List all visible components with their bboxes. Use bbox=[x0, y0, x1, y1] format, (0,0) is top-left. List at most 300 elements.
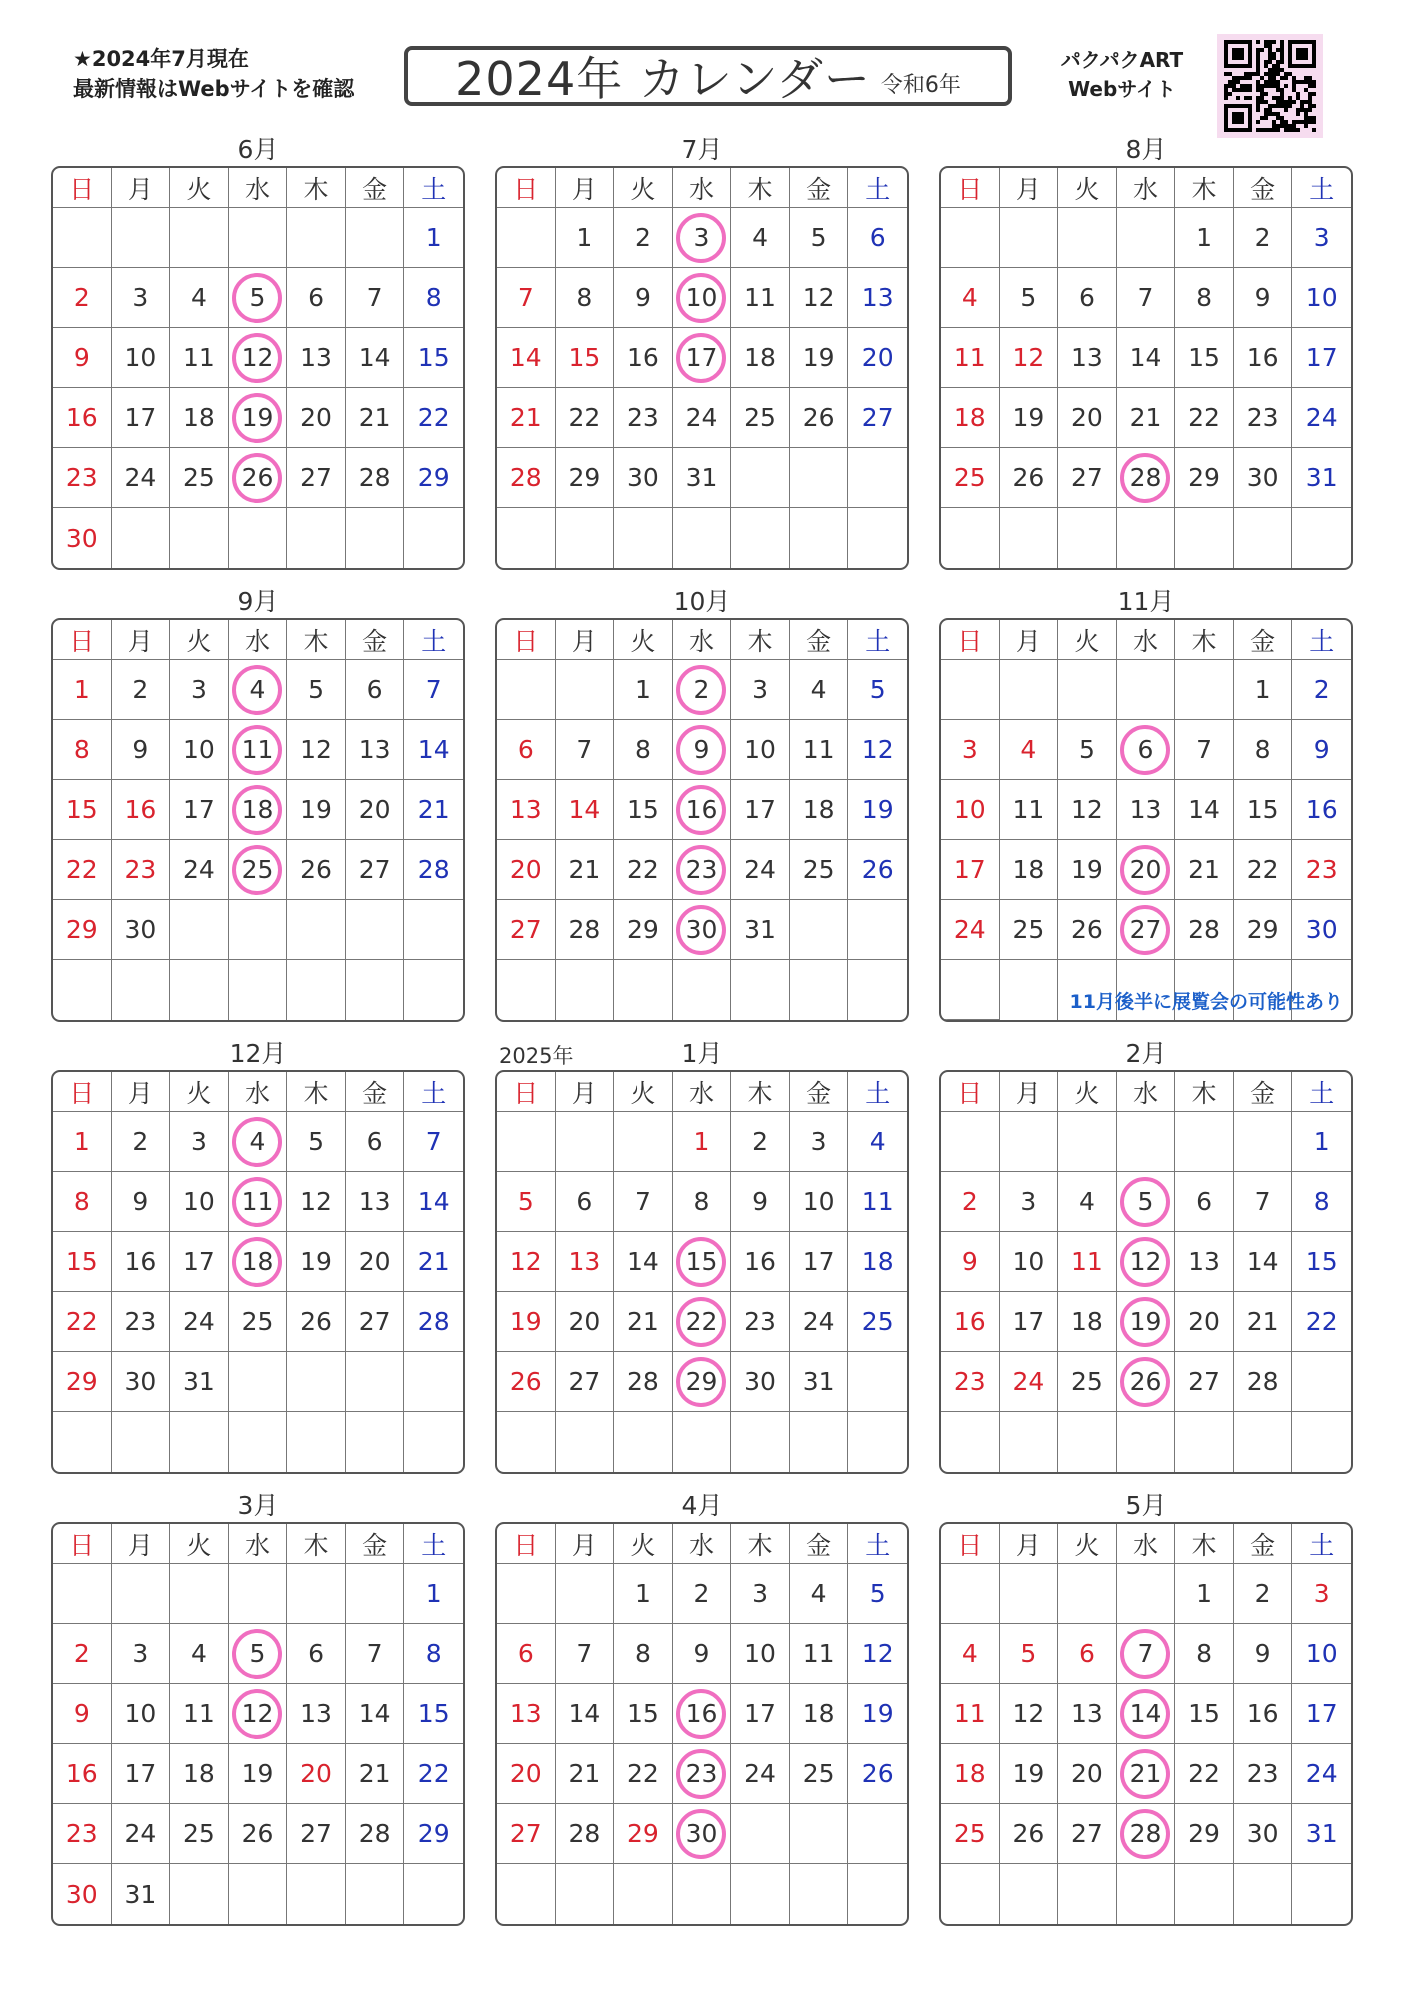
day-cell: 27 bbox=[287, 448, 346, 508]
empty-cell bbox=[1000, 1864, 1059, 1924]
day-cell: 6 bbox=[287, 268, 346, 328]
weekday-header: 月 bbox=[556, 620, 615, 660]
empty-cell bbox=[1175, 660, 1234, 720]
day-cell: 14 bbox=[556, 1684, 615, 1744]
empty-cell bbox=[848, 448, 907, 508]
weekday-header: 月 bbox=[1000, 1072, 1059, 1112]
day-cell: 17 bbox=[1292, 328, 1351, 388]
day-cell: 30 bbox=[112, 900, 171, 960]
day-cell: 29 bbox=[1175, 1804, 1234, 1864]
day-cell: 1 bbox=[1234, 660, 1293, 720]
day-cell: 1 bbox=[556, 208, 615, 268]
day-cell: 12 bbox=[848, 1624, 907, 1684]
day-cell: 28 bbox=[556, 1804, 615, 1864]
empty-cell bbox=[112, 960, 171, 1020]
empty-cell bbox=[790, 508, 849, 568]
day-cell: 25 bbox=[790, 840, 849, 900]
day-cell: 8 bbox=[614, 1624, 673, 1684]
day-cell: 7 bbox=[614, 1172, 673, 1232]
day-cell: 2 bbox=[112, 1112, 171, 1172]
weekday-header: 木 bbox=[731, 1072, 790, 1112]
empty-cell bbox=[229, 1412, 288, 1472]
day-cell: 17 bbox=[1000, 1292, 1059, 1352]
day-cell: 27 bbox=[346, 840, 405, 900]
month-title: 11月 bbox=[1117, 587, 1175, 616]
weekday-header: 日 bbox=[941, 1072, 1000, 1112]
day-cell: 31 bbox=[112, 1864, 171, 1924]
empty-cell bbox=[848, 900, 907, 960]
day-cell: 10 bbox=[941, 780, 1000, 840]
weekday-header: 水 bbox=[673, 1524, 732, 1564]
day-cell: 16 bbox=[53, 1744, 112, 1804]
weekday-header: 火 bbox=[1058, 168, 1117, 208]
day-cell: 16 bbox=[731, 1232, 790, 1292]
weekday-header: 月 bbox=[112, 620, 171, 660]
day-cell: 27 bbox=[1058, 1804, 1117, 1864]
day-cell: 10 bbox=[731, 1624, 790, 1684]
weekday-header: 土 bbox=[404, 168, 463, 208]
month-title: 6月 bbox=[237, 135, 279, 164]
day-cell: 8 bbox=[404, 268, 463, 328]
day-cell: 5 bbox=[287, 660, 346, 720]
day-cell: 26 bbox=[287, 1292, 346, 1352]
empty-cell bbox=[170, 1564, 229, 1624]
empty-cell bbox=[497, 1112, 556, 1172]
empty-cell bbox=[404, 1352, 463, 1412]
weekday-header: 木 bbox=[731, 1524, 790, 1564]
empty-cell bbox=[941, 1112, 1000, 1172]
day-cell-marked: 25 bbox=[229, 840, 288, 900]
day-cell: 13 bbox=[1058, 328, 1117, 388]
empty-cell bbox=[673, 960, 732, 1020]
weekday-header: 金 bbox=[1234, 1072, 1293, 1112]
empty-cell bbox=[1234, 1412, 1293, 1472]
day-cell: 19 bbox=[1000, 1744, 1059, 1804]
empty-cell bbox=[346, 508, 405, 568]
day-cell: 3 bbox=[731, 660, 790, 720]
weekday-header: 日 bbox=[941, 620, 1000, 660]
weekday-header: 月 bbox=[112, 168, 171, 208]
weekday-header: 水 bbox=[1117, 1072, 1176, 1112]
empty-cell bbox=[346, 960, 405, 1020]
day-cell: 6 bbox=[497, 1624, 556, 1684]
empty-cell bbox=[170, 1412, 229, 1472]
day-cell: 31 bbox=[790, 1352, 849, 1412]
day-cell: 13 bbox=[1175, 1232, 1234, 1292]
empty-cell bbox=[848, 1352, 907, 1412]
weekday-header: 日 bbox=[941, 1524, 1000, 1564]
day-cell: 1 bbox=[53, 660, 112, 720]
weekday-header: 水 bbox=[1117, 1524, 1176, 1564]
day-cell: 23 bbox=[53, 448, 112, 508]
empty-cell bbox=[287, 1864, 346, 1924]
month-grid bbox=[495, 618, 909, 1022]
empty-cell bbox=[731, 1412, 790, 1472]
day-cell-marked: 19 bbox=[1117, 1292, 1176, 1352]
empty-cell bbox=[1292, 1412, 1351, 1472]
day-cell: 13 bbox=[287, 328, 346, 388]
month-title: 5月 bbox=[1125, 1491, 1167, 1520]
day-cell: 20 bbox=[1058, 388, 1117, 448]
empty-cell bbox=[556, 1564, 615, 1624]
weekday-header: 水 bbox=[229, 1524, 288, 1564]
weekday-header: 月 bbox=[1000, 1524, 1059, 1564]
day-cell-marked: 5 bbox=[229, 1624, 288, 1684]
weekday-header: 土 bbox=[1292, 620, 1351, 660]
empty-cell bbox=[1175, 508, 1234, 568]
day-cell: 27 bbox=[1058, 448, 1117, 508]
day-cell: 20 bbox=[1175, 1292, 1234, 1352]
empty-cell bbox=[170, 1864, 229, 1924]
day-cell: 7 bbox=[1234, 1172, 1293, 1232]
empty-cell bbox=[112, 508, 171, 568]
empty-cell bbox=[1292, 1352, 1351, 1412]
day-cell: 10 bbox=[1000, 1232, 1059, 1292]
day-cell: 30 bbox=[1234, 1804, 1293, 1864]
day-cell: 13 bbox=[497, 780, 556, 840]
month-calendar bbox=[939, 580, 1353, 1022]
weekday-header: 月 bbox=[112, 1524, 171, 1564]
day-cell: 11 bbox=[941, 328, 1000, 388]
day-cell: 30 bbox=[53, 508, 112, 568]
day-cell: 17 bbox=[1292, 1684, 1351, 1744]
day-cell: 20 bbox=[497, 840, 556, 900]
day-cell: 9 bbox=[941, 1232, 1000, 1292]
day-cell: 12 bbox=[848, 720, 907, 780]
empty-cell bbox=[790, 900, 849, 960]
day-cell: 31 bbox=[673, 448, 732, 508]
day-cell: 1 bbox=[1175, 1564, 1234, 1624]
empty-cell bbox=[673, 1864, 732, 1924]
month-calendar bbox=[495, 128, 909, 570]
weekday-header: 木 bbox=[1175, 1524, 1234, 1564]
day-cell: 28 bbox=[346, 1804, 405, 1864]
day-cell: 18 bbox=[848, 1232, 907, 1292]
day-cell: 22 bbox=[404, 1744, 463, 1804]
day-cell: 21 bbox=[1234, 1292, 1293, 1352]
weekday-header: 日 bbox=[497, 1524, 556, 1564]
empty-cell bbox=[1000, 660, 1059, 720]
month-grid bbox=[51, 618, 465, 1022]
day-cell: 22 bbox=[614, 840, 673, 900]
day-cell: 9 bbox=[1234, 268, 1293, 328]
weekday-header: 水 bbox=[673, 620, 732, 660]
day-cell: 22 bbox=[1175, 388, 1234, 448]
update-notice bbox=[73, 44, 354, 104]
empty-cell bbox=[556, 508, 615, 568]
empty-cell bbox=[1000, 508, 1059, 568]
day-cell: 17 bbox=[112, 388, 171, 448]
day-cell: 14 bbox=[1117, 328, 1176, 388]
page-title: 2024年 カレンダー bbox=[455, 52, 871, 106]
day-cell: 31 bbox=[1292, 1804, 1351, 1864]
day-cell: 15 bbox=[614, 780, 673, 840]
day-cell: 15 bbox=[1292, 1232, 1351, 1292]
day-cell: 19 bbox=[497, 1292, 556, 1352]
day-cell: 5 bbox=[848, 660, 907, 720]
day-cell: 16 bbox=[1292, 780, 1351, 840]
day-cell: 20 bbox=[287, 388, 346, 448]
day-cell: 28 bbox=[346, 448, 405, 508]
empty-cell bbox=[497, 660, 556, 720]
empty-cell bbox=[287, 1352, 346, 1412]
day-cell: 18 bbox=[941, 1744, 1000, 1804]
day-cell: 18 bbox=[731, 328, 790, 388]
day-cell: 13 bbox=[346, 720, 405, 780]
day-cell: 31 bbox=[731, 900, 790, 960]
day-cell: 22 bbox=[1234, 840, 1293, 900]
empty-cell bbox=[941, 1564, 1000, 1624]
day-cell: 21 bbox=[1117, 388, 1176, 448]
day-cell: 5 bbox=[848, 1564, 907, 1624]
day-cell: 19 bbox=[1058, 840, 1117, 900]
month-calendar bbox=[51, 580, 465, 1022]
day-cell: 29 bbox=[404, 1804, 463, 1864]
day-cell: 29 bbox=[53, 900, 112, 960]
empty-cell bbox=[614, 960, 673, 1020]
day-cell: 5 bbox=[1000, 1624, 1059, 1684]
day-cell: 27 bbox=[497, 900, 556, 960]
day-cell: 2 bbox=[1234, 1564, 1293, 1624]
day-cell: 23 bbox=[614, 388, 673, 448]
day-cell: 2 bbox=[673, 1564, 732, 1624]
month-grid bbox=[939, 166, 1353, 570]
day-cell: 15 bbox=[614, 1684, 673, 1744]
day-cell: 6 bbox=[346, 660, 405, 720]
day-cell: 4 bbox=[790, 660, 849, 720]
day-cell: 26 bbox=[1000, 448, 1059, 508]
day-cell: 23 bbox=[1234, 388, 1293, 448]
empty-cell bbox=[112, 1564, 171, 1624]
day-cell: 2 bbox=[53, 1624, 112, 1684]
empty-cell bbox=[112, 208, 171, 268]
day-cell: 19 bbox=[287, 1232, 346, 1292]
day-cell-marked: 3 bbox=[673, 208, 732, 268]
site-name: パクパクART bbox=[1060, 48, 1184, 72]
month-title: 9月 bbox=[237, 587, 279, 616]
empty-cell bbox=[941, 1864, 1000, 1924]
day-cell: 11 bbox=[1000, 780, 1059, 840]
month-calendar bbox=[495, 580, 909, 1022]
empty-cell bbox=[731, 1864, 790, 1924]
day-cell-marked: 17 bbox=[673, 328, 732, 388]
empty-cell bbox=[170, 960, 229, 1020]
empty-cell bbox=[229, 508, 288, 568]
day-cell: 25 bbox=[1058, 1352, 1117, 1412]
empty-cell bbox=[1058, 660, 1117, 720]
empty-cell bbox=[1058, 1412, 1117, 1472]
day-cell: 30 bbox=[112, 1352, 171, 1412]
day-cell-marked: 18 bbox=[229, 780, 288, 840]
day-cell: 18 bbox=[790, 1684, 849, 1744]
day-cell: 2 bbox=[731, 1112, 790, 1172]
day-cell: 24 bbox=[790, 1292, 849, 1352]
day-cell: 29 bbox=[614, 1804, 673, 1864]
empty-cell bbox=[1234, 1864, 1293, 1924]
empty-cell bbox=[1058, 1564, 1117, 1624]
month-header bbox=[495, 1484, 909, 1522]
day-cell: 17 bbox=[941, 840, 1000, 900]
empty-cell bbox=[848, 1804, 907, 1864]
day-cell-marked: 12 bbox=[1117, 1232, 1176, 1292]
day-cell: 29 bbox=[1175, 448, 1234, 508]
day-cell: 14 bbox=[1175, 780, 1234, 840]
day-cell: 16 bbox=[112, 1232, 171, 1292]
empty-cell bbox=[790, 1412, 849, 1472]
month-calendar bbox=[939, 128, 1353, 570]
day-cell: 20 bbox=[346, 780, 405, 840]
empty-cell bbox=[1000, 208, 1059, 268]
empty-cell bbox=[1000, 960, 1059, 1020]
day-cell: 9 bbox=[673, 1624, 732, 1684]
day-cell: 4 bbox=[1058, 1172, 1117, 1232]
day-cell: 11 bbox=[790, 1624, 849, 1684]
empty-cell bbox=[1175, 1112, 1234, 1172]
day-cell: 25 bbox=[170, 448, 229, 508]
weekday-header: 金 bbox=[1234, 168, 1293, 208]
day-cell: 24 bbox=[1292, 388, 1351, 448]
day-cell: 13 bbox=[497, 1684, 556, 1744]
day-cell: 7 bbox=[1117, 268, 1176, 328]
day-cell: 20 bbox=[497, 1744, 556, 1804]
empty-cell bbox=[346, 1352, 405, 1412]
day-cell: 15 bbox=[1234, 780, 1293, 840]
empty-cell bbox=[1175, 1864, 1234, 1924]
notice-website-hint: 最新情報はWebサイトを確認 bbox=[73, 77, 355, 101]
empty-cell bbox=[614, 508, 673, 568]
day-cell-marked: 15 bbox=[673, 1232, 732, 1292]
day-cell: 26 bbox=[287, 840, 346, 900]
empty-cell bbox=[941, 660, 1000, 720]
weekday-header: 金 bbox=[346, 620, 405, 660]
month-title: 1月 bbox=[681, 1039, 723, 1068]
day-cell: 17 bbox=[112, 1744, 171, 1804]
day-cell: 9 bbox=[53, 328, 112, 388]
day-cell: 9 bbox=[1234, 1624, 1293, 1684]
weekday-header: 土 bbox=[404, 620, 463, 660]
empty-cell bbox=[404, 508, 463, 568]
day-cell: 14 bbox=[1234, 1232, 1293, 1292]
day-cell: 7 bbox=[1175, 720, 1234, 780]
empty-cell bbox=[556, 660, 615, 720]
day-cell: 1 bbox=[404, 1564, 463, 1624]
month-calendar bbox=[51, 1032, 465, 1474]
day-cell: 6 bbox=[1058, 268, 1117, 328]
empty-cell bbox=[1117, 1412, 1176, 1472]
day-cell-marked: 16 bbox=[673, 780, 732, 840]
day-cell: 18 bbox=[790, 780, 849, 840]
day-cell: 7 bbox=[346, 1624, 405, 1684]
day-cell: 3 bbox=[1292, 1564, 1351, 1624]
empty-cell bbox=[1175, 1412, 1234, 1472]
day-cell: 24 bbox=[112, 1804, 171, 1864]
weekday-header: 火 bbox=[614, 168, 673, 208]
day-cell: 20 bbox=[556, 1292, 615, 1352]
month-title: 10月 bbox=[673, 587, 731, 616]
day-cell: 14 bbox=[497, 328, 556, 388]
day-cell: 8 bbox=[1175, 268, 1234, 328]
qr-code-icon[interactable] bbox=[1217, 34, 1323, 138]
month-calendar bbox=[939, 1484, 1353, 1926]
empty-cell bbox=[346, 1864, 405, 1924]
exhibition-note: 11月後半に展覧会の可能性あり bbox=[1069, 991, 1343, 1013]
day-cell: 21 bbox=[614, 1292, 673, 1352]
day-cell: 25 bbox=[848, 1292, 907, 1352]
day-cell: 18 bbox=[941, 388, 1000, 448]
day-cell: 21 bbox=[1175, 840, 1234, 900]
empty-cell bbox=[1000, 1564, 1059, 1624]
empty-cell bbox=[556, 960, 615, 1020]
empty-cell bbox=[170, 900, 229, 960]
day-cell: 3 bbox=[790, 1112, 849, 1172]
day-cell: 27 bbox=[556, 1352, 615, 1412]
empty-cell bbox=[1234, 508, 1293, 568]
weekday-header: 土 bbox=[848, 1524, 907, 1564]
day-cell: 5 bbox=[497, 1172, 556, 1232]
day-cell: 2 bbox=[614, 208, 673, 268]
day-cell-marked: 12 bbox=[229, 1684, 288, 1744]
month-calendar bbox=[51, 1484, 465, 1926]
day-cell-marked: 23 bbox=[673, 1744, 732, 1804]
empty-cell bbox=[287, 960, 346, 1020]
day-cell: 22 bbox=[404, 388, 463, 448]
day-cell: 7 bbox=[556, 720, 615, 780]
empty-cell bbox=[1117, 208, 1176, 268]
empty-cell bbox=[731, 508, 790, 568]
day-cell: 28 bbox=[1175, 900, 1234, 960]
weekday-header: 木 bbox=[1175, 168, 1234, 208]
day-cell: 19 bbox=[287, 780, 346, 840]
empty-cell bbox=[1058, 1864, 1117, 1924]
month-header bbox=[51, 1032, 465, 1070]
day-cell: 20 bbox=[848, 328, 907, 388]
notice-date: ★2024年7月現在 bbox=[73, 47, 249, 71]
weekday-header: 日 bbox=[53, 168, 112, 208]
day-cell: 15 bbox=[53, 1232, 112, 1292]
day-cell: 8 bbox=[556, 268, 615, 328]
empty-cell bbox=[556, 1112, 615, 1172]
weekday-header: 土 bbox=[1292, 1072, 1351, 1112]
day-cell: 7 bbox=[556, 1624, 615, 1684]
month-calendar bbox=[51, 128, 465, 570]
day-cell: 17 bbox=[170, 1232, 229, 1292]
day-cell: 12 bbox=[1058, 780, 1117, 840]
day-cell: 1 bbox=[404, 208, 463, 268]
weekday-header: 水 bbox=[229, 168, 288, 208]
empty-cell bbox=[287, 1412, 346, 1472]
weekday-header: 日 bbox=[941, 168, 1000, 208]
day-cell: 15 bbox=[556, 328, 615, 388]
month-grid bbox=[495, 1522, 909, 1926]
day-cell: 11 bbox=[170, 1684, 229, 1744]
month-title: 8月 bbox=[1125, 135, 1167, 164]
empty-cell bbox=[229, 208, 288, 268]
empty-cell bbox=[941, 1412, 1000, 1472]
month-header bbox=[51, 580, 465, 618]
weekday-header: 土 bbox=[848, 1072, 907, 1112]
day-cell: 10 bbox=[1292, 1624, 1351, 1684]
day-cell: 1 bbox=[1292, 1112, 1351, 1172]
weekday-header: 水 bbox=[1117, 168, 1176, 208]
empty-cell bbox=[673, 508, 732, 568]
day-cell: 5 bbox=[1058, 720, 1117, 780]
day-cell: 22 bbox=[53, 1292, 112, 1352]
month-header bbox=[495, 1032, 909, 1070]
weekday-header: 火 bbox=[170, 1072, 229, 1112]
day-cell: 11 bbox=[848, 1172, 907, 1232]
day-cell: 25 bbox=[941, 448, 1000, 508]
empty-cell bbox=[673, 1412, 732, 1472]
